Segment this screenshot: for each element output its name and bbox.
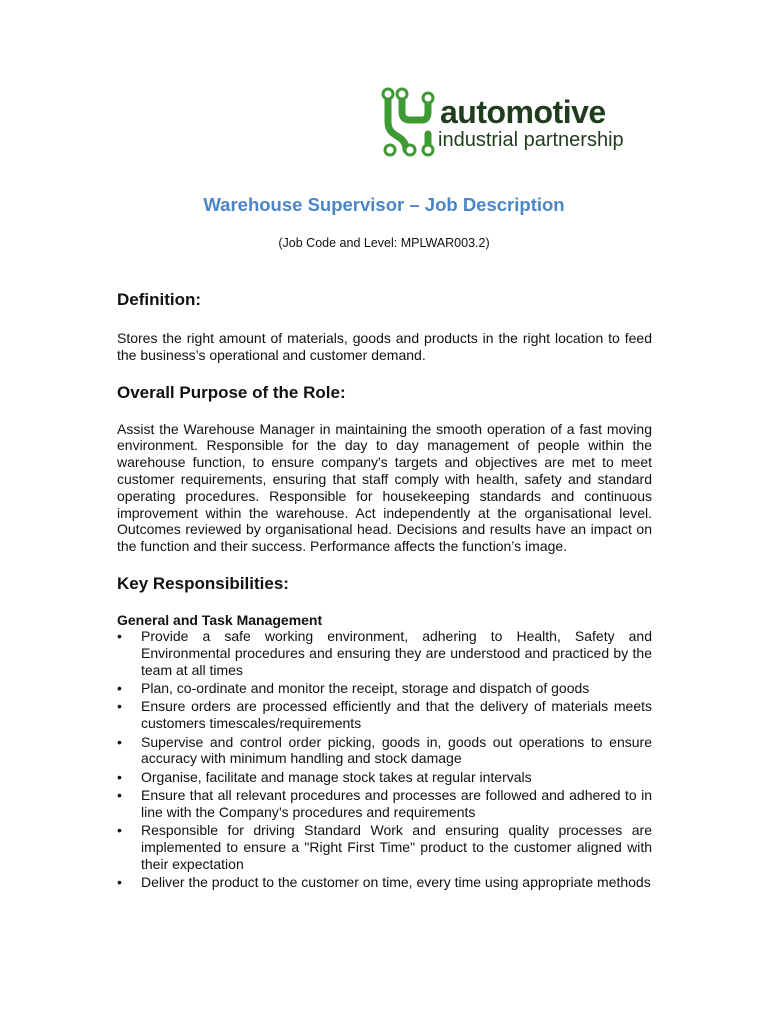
logo-subtitle-text: industrial partnership <box>438 129 624 151</box>
definition-text: Stores the right amount of materials, goods and products in the right location to feed the business’s operational and customer demand. <box>117 330 652 363</box>
list-item-text: Organise, facilitate and manage stock takes at regular intervals <box>141 768 532 785</box>
bullet-icon: • <box>117 822 122 839</box>
list-item-text: Provide a safe working environment, adhering to Health, Safety and Environmental procedures and ensuring they are understood and practiced by the team at all times <box>141 627 652 678</box>
bullet-icon: • <box>117 733 122 750</box>
bullet-icon: • <box>117 679 122 696</box>
purpose-text: Assist the Warehouse Manager in maintaining the smooth operation of a fast moving environment. Responsible for the day to day management of people within the warehouse function, to ensure company's targets and objectives are met to meet customer requirements, ensuring that staff comply with health, safety and standard operating procedures. Responsible for housekeeping standards and continuous improvement within the warehouse. Act independently at the organisational level. Outcomes reviewed by organisational head. Decisions and results have an impact on the function and their success. Performance affects the function’s image. <box>117 420 652 555</box>
list-item-text: Ensure that all relevant procedures and processes are followed and adhered to in line with the Company’s procedures and requirements <box>141 787 652 820</box>
list-item-text: Ensure orders are processed efficiently and that the delivery of materials meets customers timescales/requirements <box>141 698 652 732</box>
bullet-icon: • <box>117 698 122 715</box>
list-item <box>117 787 652 821</box>
list-item-text: Deliver the product to the customer on time, every time using appropriate methods <box>141 874 651 891</box>
list-item-text: Supervise and control order picking, goods in, goods out operations to ensure accuracy with minimum handling and stock damage <box>141 733 652 767</box>
responsibilities-list <box>117 628 652 891</box>
bullet-icon: • <box>117 627 122 644</box>
bullet-icon: • <box>117 874 122 891</box>
list-item <box>117 698 652 732</box>
list-item <box>117 734 652 768</box>
list-item-text: Plan, co-ordinate and monitor the receipt, storage and dispatch of goods <box>141 679 590 696</box>
bullet-icon: • <box>117 787 122 804</box>
page-title: Warehouse Supervisor – Job Description <box>203 194 565 215</box>
list-item <box>117 628 652 678</box>
company-logo <box>380 86 660 158</box>
logo-brand-text: automotive <box>440 94 606 130</box>
bullet-icon: • <box>117 768 122 785</box>
purpose-heading: Overall Purpose of the Role: <box>117 382 346 402</box>
definition-heading: Definition: <box>117 290 202 309</box>
list-item <box>117 769 652 786</box>
list-item <box>117 680 652 697</box>
job-code: (Job Code and Level: MPLWAR003.2) <box>278 236 490 250</box>
document-body <box>117 290 652 893</box>
gear-shift-logo-icon <box>380 86 440 158</box>
list-item-text: Responsible for driving Standard Work and ensuring quality processes are implemented to ensure a "Right First Time" product to the customer aligned with their expectation <box>141 822 652 872</box>
responsibilities-heading: Key Responsibilities: <box>117 573 289 593</box>
list-item <box>117 822 652 872</box>
list-item <box>117 874 652 891</box>
task-management-subheading: General and Task Management <box>117 611 323 628</box>
